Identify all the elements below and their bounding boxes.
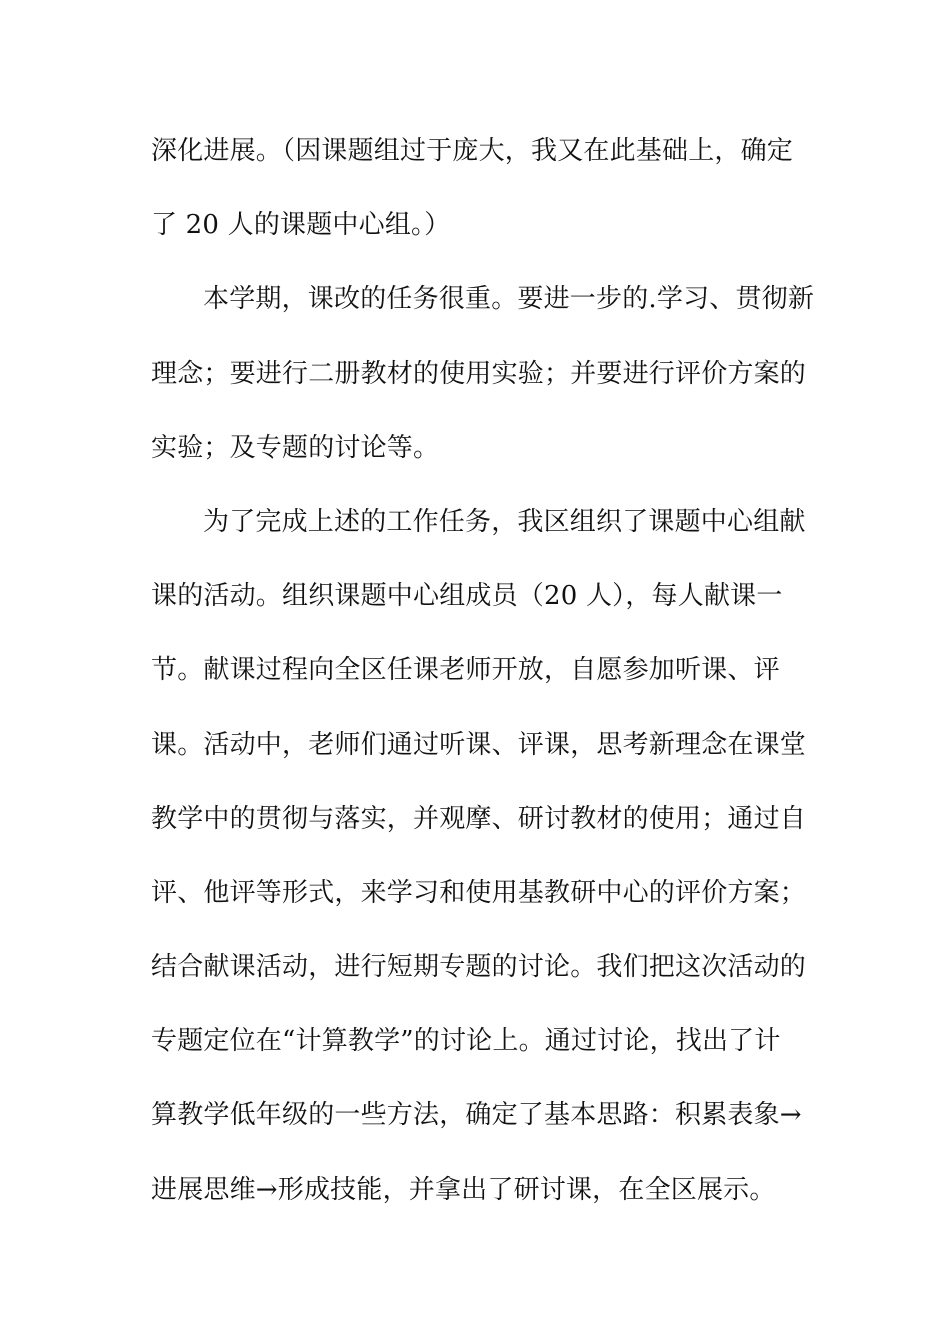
paragraph-3-line-2: 课的活动。组织课题中心组成员（20 人），每人献课一	[151, 581, 783, 612]
paragraph-3-line-3: 节。献课过程向全区任课老师开放，自愿参加听课、评	[151, 655, 780, 686]
paragraph-3-line-4: 课。活动中，老师们通过听课、评课，思考新理念在课堂	[151, 729, 807, 760]
paragraph-3-line-9: 算教学低年级的一些方法，确定了基本思路：积累表象→	[151, 1100, 802, 1131]
paragraph-3-line-8: 专题定位在“计算教学”的讨论上。通过讨论，找出了计	[151, 1026, 781, 1057]
document-body	[151, 118, 815, 1231]
paragraph-1-line-2: 了 20 人的课题中心组。）	[151, 210, 451, 241]
paragraph-3-line-6: 评、他评等形式，来学习和使用基教研中心的评价方案；	[151, 877, 807, 908]
paragraph-2-line-2: 理念；要进行二册教材的使用实验；并要进行评价方案的	[151, 358, 807, 389]
paragraph-2-line-3: 实验；及专题的讨论等。	[151, 432, 440, 463]
paragraph-3-line-10: 进展思维→形成技能，并拿出了研讨课，在全区展示。	[151, 1174, 776, 1205]
paragraph-3-line-5: 教学中的贯彻与落实，并观摩、研讨教材的使用；通过自	[151, 803, 807, 834]
paragraph-2-line-1: 本学期，课改的任务很重。要进一步的.学习、贯彻新	[203, 284, 815, 315]
paragraph-3-line-7: 结合献课活动，进行短期专题的讨论。我们把这次活动的	[151, 952, 807, 983]
paragraph-3-line-1: 为了完成上述的工作任务，我区组织了课题中心组献	[203, 506, 806, 537]
paragraph-1-line-1: 深化进展。（因课题组过于庞大，我又在此基础上，确定	[151, 136, 794, 166]
